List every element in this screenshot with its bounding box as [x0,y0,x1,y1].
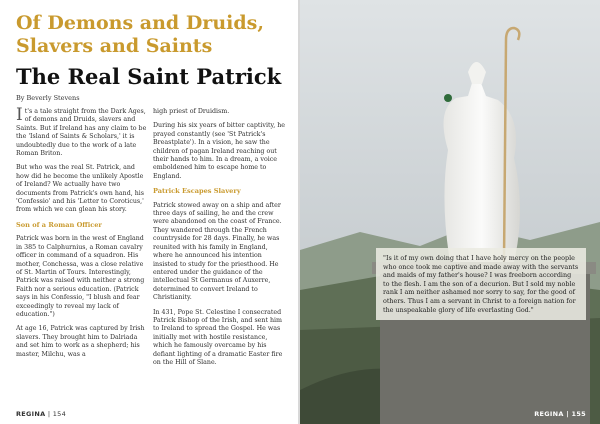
paragraph: Patrick was born in the west of England in 385 to Calphurnius, a Roman cavalry officer in command of a squadron. His mother, Conchessa, was a close relative of St. Martin of Tours. Interestingly, Patrick was raised with neither a strong Faith nor a serious education. (Patrick says in his Confessio, "I blush and fear exceedingly to reveal my lack of education.") [16,235,145,318]
text-column-1 [16,105,149,365]
paragraph: Patrick stowed away on a ship and after three days of sailing, he and the crew were abandoned on the coast of France. They wandered through the French countryside for 28 days. Finally, he was reunited with his family in England, where he announced his intention insisted to study for the priesthood. He entered under the guidance of the intellectual St Germanus of Auxerre, determined to convert Ireland to Christianity. [153,201,282,302]
headline-line-2: Slavers and Saints [16,35,213,57]
left-page [0,0,298,424]
folio-brand: REGINA [534,410,564,418]
paragraph: It's a tale straight from the Dark Ages, of demons and Druids, slavers and Saints. But if Ireland has any claim to be the 'Island of Saints & Scholars,' it is undoubtedly due to the work of a late Roman Briton. [16,105,147,158]
folio-separator: | [45,410,53,418]
page-folio-left [16,410,66,418]
folio-page-number: 155 [571,410,586,418]
headline-line-1: Of Demons and Druids, [16,12,264,34]
page-folio-right [534,410,586,418]
paragraph: But who was the real St. Patrick, and how did he become the unlikely Apostle of Ireland? We actually have two documents from Patrick's own hand, his 'Confessio' and his 'Letter to Coroticus,' from which we can glean his story. [16,164,145,214]
paragraph: During his six years of bitter captivity, he prayed constantly (see 'St Patrick's Breastplate'). In a vision, he saw the children of pagan Ireland reaching out their hands to him. In a dream, a voice emboldened him to escape home to England. [153,122,286,180]
folio-brand: REGINA [16,410,46,418]
paragraph: In 431, Pope St. Celestine I consecrated Patrick Bishop of the Irish, and sent him to Ireland to spread the Gospel. He was initially met with hostile resistance, which he famously overcame by his defiant lighting of a dramatic Easter fire on the Hill of Slane. [153,308,283,366]
statue-photo [300,0,600,424]
subheadline: The Real Saint Patrick [16,64,282,89]
right-page [300,0,600,424]
headline [16,12,292,58]
folio-separator: | [563,410,572,418]
shamrock [444,94,452,102]
pull-quote: "Is it of my own doing that I have holy mercy on the people who once took me captive and made away with the servants and maids of my father's house? I was freeborn according to the flesh. I am the son of a decurion. But I sold my noble rank I am neither ashamed nor sorry to say, for the good of others. Thus I am a servant in Christ to a foreign nation for the unspeakable glory of life everlasting God." [376,248,586,320]
section-heading: Patrick Escapes Slavery [153,187,241,196]
byline: By Beverly Stevens [16,94,80,102]
text-column-2 [153,108,286,373]
paragraph: high priest of Druidism. [153,108,230,115]
paragraph: At age 16, Patrick was captured by Irish slavers. They brought him to Dalriada and set him to work as a shepherd; his master, Milchu, was a [16,325,145,358]
folio-page-number: 154 [52,410,67,418]
section-heading: Son of a Roman Officer [16,220,102,229]
